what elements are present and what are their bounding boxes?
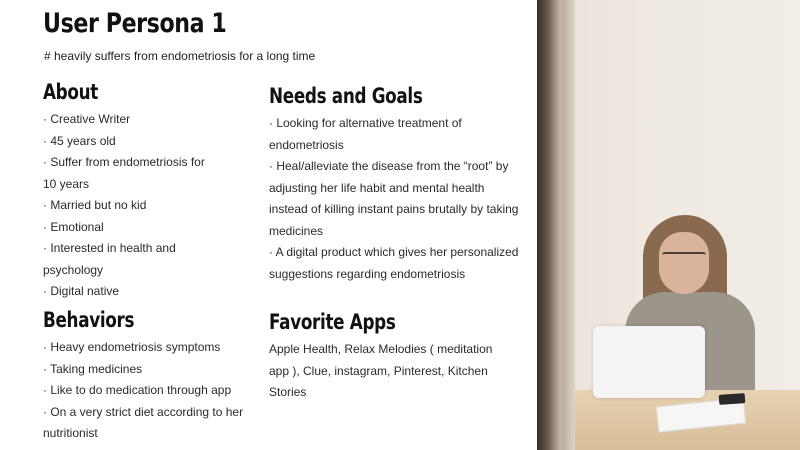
behaviors-section <box>43 308 258 445</box>
phone-icon <box>719 393 746 405</box>
page-title: User Persona 1 <box>43 8 227 39</box>
behaviors-item: nutritionist <box>43 426 98 440</box>
about-list <box>43 109 223 303</box>
needs-goals-item: adjusting her life habit and mental health <box>269 180 485 195</box>
behaviors-item: · On a very strict diet according to her <box>43 404 244 419</box>
behaviors-item: · Taking medicines <box>43 361 143 376</box>
door-frame <box>537 0 561 450</box>
favorite-apps-heading: Favorite Apps <box>269 310 396 334</box>
laptop-icon <box>593 326 705 398</box>
persona-photo <box>537 0 800 450</box>
needs-goals-item: · A digital product which gives her personalized <box>269 245 519 259</box>
about-section <box>43 80 223 303</box>
wall-edge <box>561 0 575 450</box>
needs-goals-item: endometriosis <box>269 137 344 152</box>
needs-goals-item: instead of killing instant pains brutally by taking <box>269 202 519 216</box>
about-item: · 45 years old <box>43 133 116 148</box>
behaviors-item: · Like to do medication through app <box>43 383 232 397</box>
needs-goals-heading: Needs and Goals <box>269 84 423 108</box>
behaviors-item: · Heavy endometriosis symptoms <box>43 340 221 354</box>
about-item: · Digital native <box>43 284 120 298</box>
favorite-apps-line: app ), Clue, instagram, Pinterest, Kitchen <box>269 363 488 378</box>
persona-subtitle: # heavily suffers from endometriosis for a long time <box>44 49 316 63</box>
glasses-icon <box>662 252 706 266</box>
favorite-apps-line: Stories <box>269 385 307 399</box>
needs-goals-item: · Looking for alternative treatment of <box>269 116 462 130</box>
behaviors-list <box>43 337 258 445</box>
favorite-apps-section <box>269 310 509 404</box>
needs-goals-item: · Heal/alleviate the disease from the “root” by <box>269 159 509 173</box>
about-item: 10 years <box>43 176 90 191</box>
needs-goals-list <box>269 113 531 285</box>
about-item: psychology <box>43 262 104 277</box>
about-item: · Emotional <box>43 219 104 234</box>
needs-goals-section <box>269 84 531 285</box>
needs-goals-item: medicines <box>269 223 324 238</box>
about-heading: About <box>43 80 98 104</box>
favorite-apps-line: Apple Health, Relax Melodies ( meditation <box>269 342 493 356</box>
about-item: · Creative Writer <box>43 112 131 126</box>
needs-goals-item: suggestions regarding endometriosis <box>269 266 466 281</box>
about-item: · Suffer from endometriosis for <box>43 155 205 169</box>
about-item: · Married but no kid <box>43 198 147 212</box>
about-item: · Interested in health and <box>43 241 176 255</box>
behaviors-heading: Behaviors <box>43 308 135 332</box>
